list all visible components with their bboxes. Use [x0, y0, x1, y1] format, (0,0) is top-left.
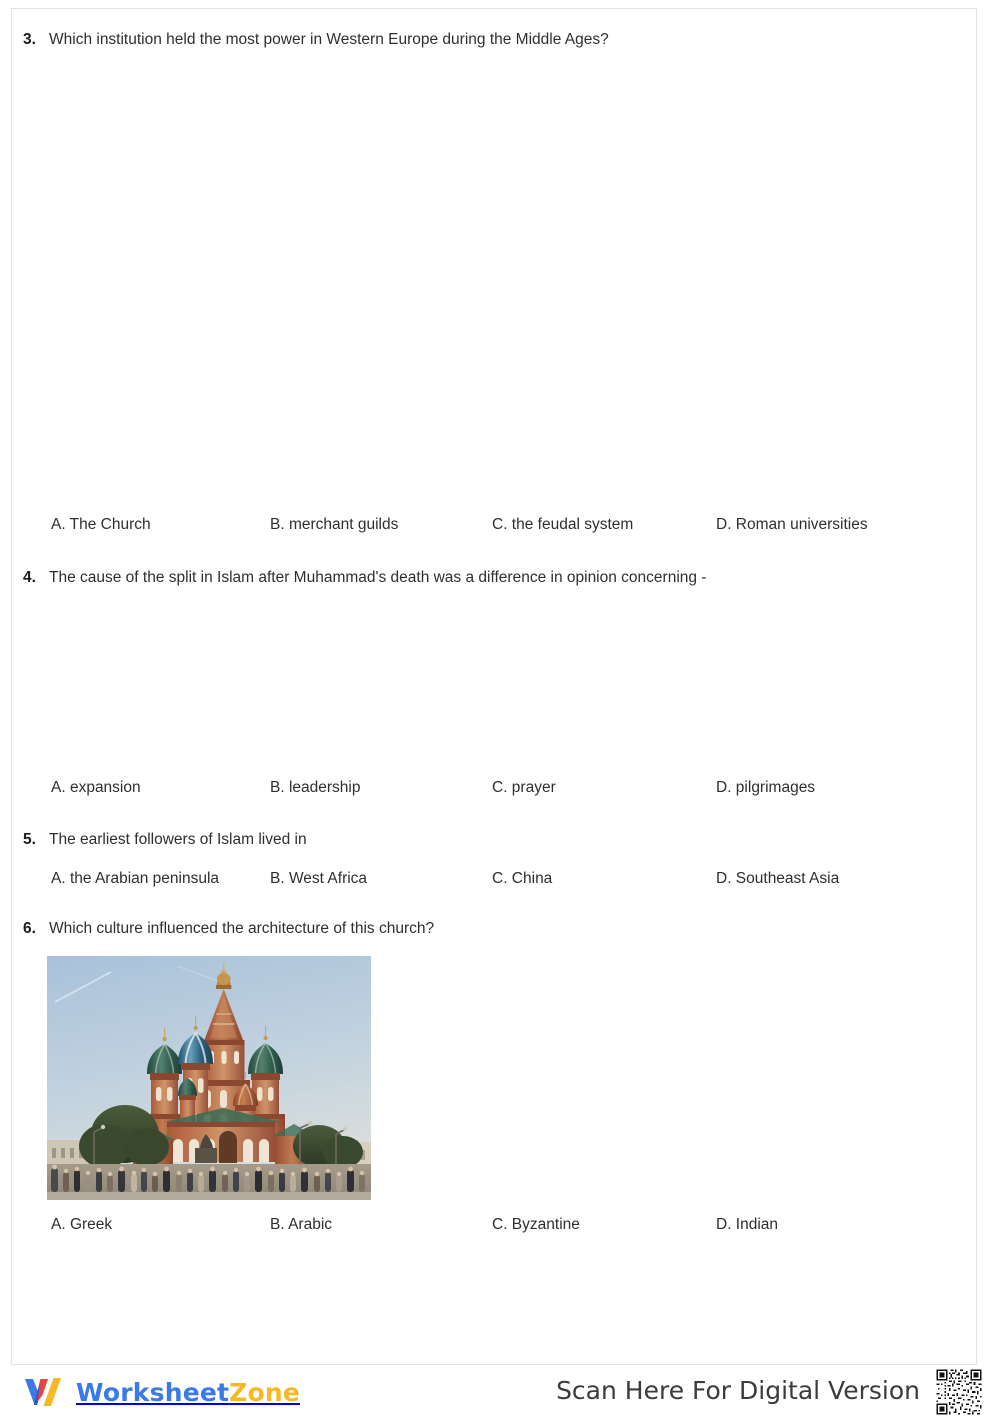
question-4-option-d[interactable]: D. pilgrimages [716, 779, 816, 796]
logo-w-icon [22, 1372, 66, 1412]
question-3-option-d[interactable]: D. Roman universities [716, 516, 868, 533]
question-4-option-b[interactable]: B. leadership [270, 779, 361, 796]
page-footer [0, 1372, 1000, 1414]
worksheet-zone-mark-icon [22, 1372, 66, 1412]
brand-word-zone: Zone [229, 1377, 301, 1407]
question-3-text: Which institution held the most power in Western Europe during the Middle Ages? [49, 31, 609, 48]
question-5-option-c[interactable]: C. China [492, 870, 553, 887]
question-4-heading [0, 568, 1000, 589]
question-3-option-a[interactable]: A. The Church [51, 516, 151, 533]
question-6-figure-cathedral [47, 956, 371, 1200]
question-6-number: 6. [23, 920, 36, 937]
brand-word-worksheet: Worksheet [76, 1377, 230, 1407]
question-5-option-d[interactable]: D. Southeast Asia [716, 870, 840, 887]
question-4-number: 4. [23, 569, 36, 586]
question-4-option-c[interactable]: C. prayer [492, 779, 556, 796]
scan-here-label: Scan Here For Digital Version [556, 1376, 920, 1405]
question-6-heading [0, 919, 1000, 940]
question-6-text: Which culture influenced the architecture of this church? [49, 920, 435, 937]
question-3-option-c[interactable]: C. the feudal system [492, 516, 634, 533]
question-6-options [0, 1216, 1000, 1242]
question-5-heading [0, 830, 1000, 851]
question-5-text: The earliest followers of Islam lived in [49, 831, 307, 848]
question-block-6 [0, 919, 1000, 940]
cathedral-illustration [47, 956, 371, 1200]
question-3-number: 3. [23, 31, 36, 48]
question-6-option-a[interactable]: A. Greek [51, 1216, 113, 1233]
question-3-option-b[interactable]: B. merchant guilds [270, 516, 399, 533]
qr-code-icon[interactable] [928, 1368, 990, 1416]
question-6-option-c[interactable]: C. Byzantine [492, 1216, 580, 1233]
qr-code-graphic [928, 1368, 990, 1416]
question-block-5 [0, 830, 1000, 851]
question-5-option-b[interactable]: B. West Africa [270, 870, 368, 887]
question-5-options [0, 870, 1000, 896]
question-3-options [0, 516, 1000, 542]
question-block-4 [0, 568, 1000, 589]
question-5-option-a[interactable]: A. the Arabian peninsula [51, 870, 220, 887]
question-6-option-d[interactable]: D. Indian [716, 1216, 779, 1233]
question-6-option-b[interactable]: B. Arabic [270, 1216, 333, 1233]
worksheet-zone-wordmark [76, 1378, 300, 1407]
question-block-3 [0, 30, 1000, 51]
question-4-option-a[interactable]: A. expansion [51, 779, 141, 796]
question-5-number: 5. [23, 831, 36, 848]
worksheet-zone-logo[interactable] [22, 1372, 300, 1412]
question-4-options [0, 779, 1000, 805]
question-3-heading [0, 30, 1000, 51]
question-4-text: The cause of the split in Islam after Muhammad's death was a difference in opinion concerning - [49, 569, 707, 586]
